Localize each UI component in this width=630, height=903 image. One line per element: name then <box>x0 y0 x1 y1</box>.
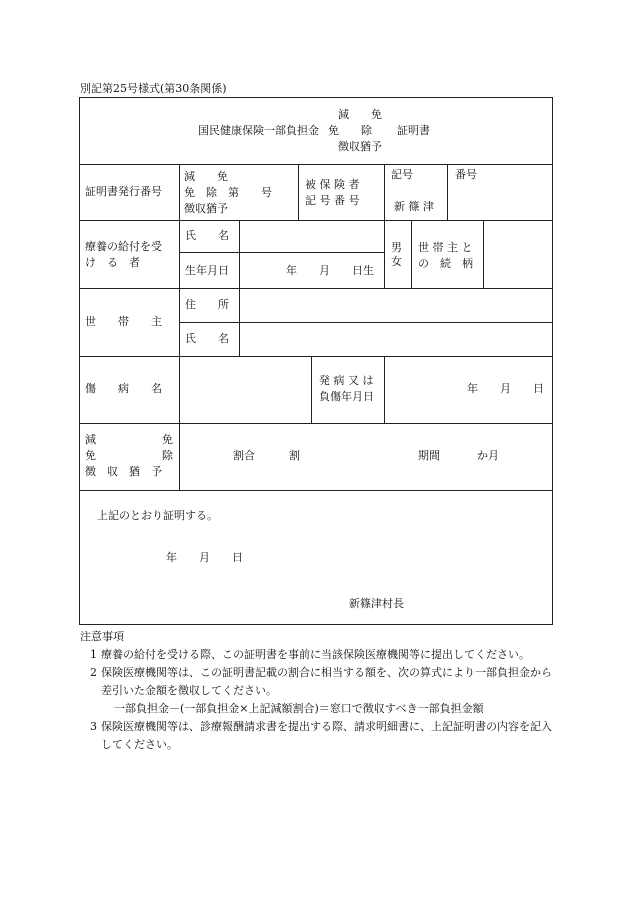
issuer-name: 新篠津村長 <box>349 597 404 610</box>
period-unit: か月 <box>477 449 499 462</box>
title-exemption: 免 除 <box>328 124 372 137</box>
note-text: 保険医療機関等は、診療報酬請求書を提出する際、請求明細書に、上記証明書の内容を記入してください。 <box>101 720 552 751</box>
recipient-name-label: 氏 名 <box>185 229 229 242</box>
title-deferral: 徴収猶予 <box>338 140 382 153</box>
reduction-label-2: 免 <box>85 449 96 462</box>
recipient-label-1: 療養の給付を受 <box>85 240 162 253</box>
birth-date-placeholder: 年 月 日生 <box>286 264 374 277</box>
cert-type-number: 免 除 第 号 <box>184 186 272 199</box>
title-reduction: 減 免 <box>338 108 382 121</box>
col-divider <box>447 164 448 220</box>
number-label: 番号 <box>455 168 477 181</box>
illness-label: 傷 病 名 <box>85 382 162 395</box>
reduction-label-2b: 除 <box>162 449 173 462</box>
col-divider <box>298 164 299 220</box>
note-item <box>80 718 560 754</box>
notes-heading: 注意事項 <box>80 630 124 643</box>
symbol-label: 記号 <box>391 168 413 181</box>
title-main: 国民健康保険一部負担金 <box>198 124 319 137</box>
onset-label-2: 負傷年月日 <box>319 390 374 403</box>
note-text: 保険医療機関等は、この証明書記載の割合に相当する額を、次の算式により一部負担金から差引いた金額を徴収してください。 <box>101 666 552 697</box>
col-divider <box>311 356 312 423</box>
birth-date-label: 生年月日 <box>185 264 229 277</box>
certification-date: 年 月 日 <box>166 551 243 564</box>
recipient-label-2: け る 者 <box>85 256 140 269</box>
cert-number-label: 証明書発行番号 <box>85 185 162 198</box>
reduction-label-3: 徴 収 猶 予 <box>85 465 162 478</box>
note-number: 1 <box>90 648 97 661</box>
household-name-label: 氏 名 <box>185 332 229 345</box>
onset-date-placeholder: 年 月 日 <box>467 382 544 395</box>
row-divider <box>79 356 552 357</box>
notes-section <box>80 628 560 754</box>
row-divider <box>179 322 552 323</box>
note-number: 2 <box>90 666 97 679</box>
table-border-right <box>552 97 553 624</box>
relationship-label-1: 世 帯 主 と <box>418 241 473 254</box>
title-suffix: 証明書 <box>397 124 430 137</box>
note-text: 療養の給付を受ける際、この証明書を事前に当該保険医療機関等に提出してください。 <box>101 648 530 661</box>
address-label: 住 所 <box>185 298 229 311</box>
table-border-bottom <box>79 624 553 625</box>
certification-statement: 上記のとおり証明する。 <box>97 509 218 522</box>
form-reference: 別記第25号様式(第30条関係) <box>80 82 227 95</box>
ratio-unit: 割 <box>289 449 300 462</box>
table-border-left <box>79 97 80 624</box>
period-label: 期間 <box>418 449 440 462</box>
household-head-label: 世 帯 主 <box>85 315 162 328</box>
col-divider <box>239 220 240 288</box>
insured-label-1: 被 保 険 者 <box>305 178 360 191</box>
ratio-label: 割合 <box>233 449 255 462</box>
col-divider <box>384 356 385 423</box>
note-number: 3 <box>90 720 97 733</box>
col-divider <box>384 220 385 288</box>
col-divider <box>179 164 180 490</box>
relationship-label-2: の 続 柄 <box>418 257 473 270</box>
onset-label-1: 発 病 又 は <box>319 374 374 387</box>
gender-male: 男 <box>391 241 402 254</box>
row-divider <box>79 164 552 165</box>
col-divider <box>483 220 484 288</box>
row-divider <box>79 490 552 491</box>
note-formula: 一部負担金－(一部負担金×上記減額割合)＝窓口で徴収すべき一部負担金額 <box>114 702 484 715</box>
reduction-label-1b: 免 <box>162 433 173 446</box>
village-name: 新 篠 津 <box>394 200 434 213</box>
col-divider <box>239 288 240 356</box>
gender-female: 女 <box>391 255 402 268</box>
cert-type-deferral: 徴収猶予 <box>184 202 228 215</box>
row-divider <box>79 423 552 424</box>
cert-type-reduction: 減 免 <box>184 170 228 183</box>
note-item <box>80 664 560 700</box>
col-divider <box>384 164 385 220</box>
col-divider <box>411 220 412 288</box>
table-border-top <box>79 97 552 98</box>
reduction-label-1: 減 <box>85 433 96 446</box>
row-divider <box>79 220 552 221</box>
row-divider <box>179 252 384 253</box>
certificate-form-table <box>79 97 552 624</box>
note-item <box>80 646 560 664</box>
insured-label-2: 記 号 番 号 <box>305 194 360 207</box>
row-divider <box>79 288 552 289</box>
